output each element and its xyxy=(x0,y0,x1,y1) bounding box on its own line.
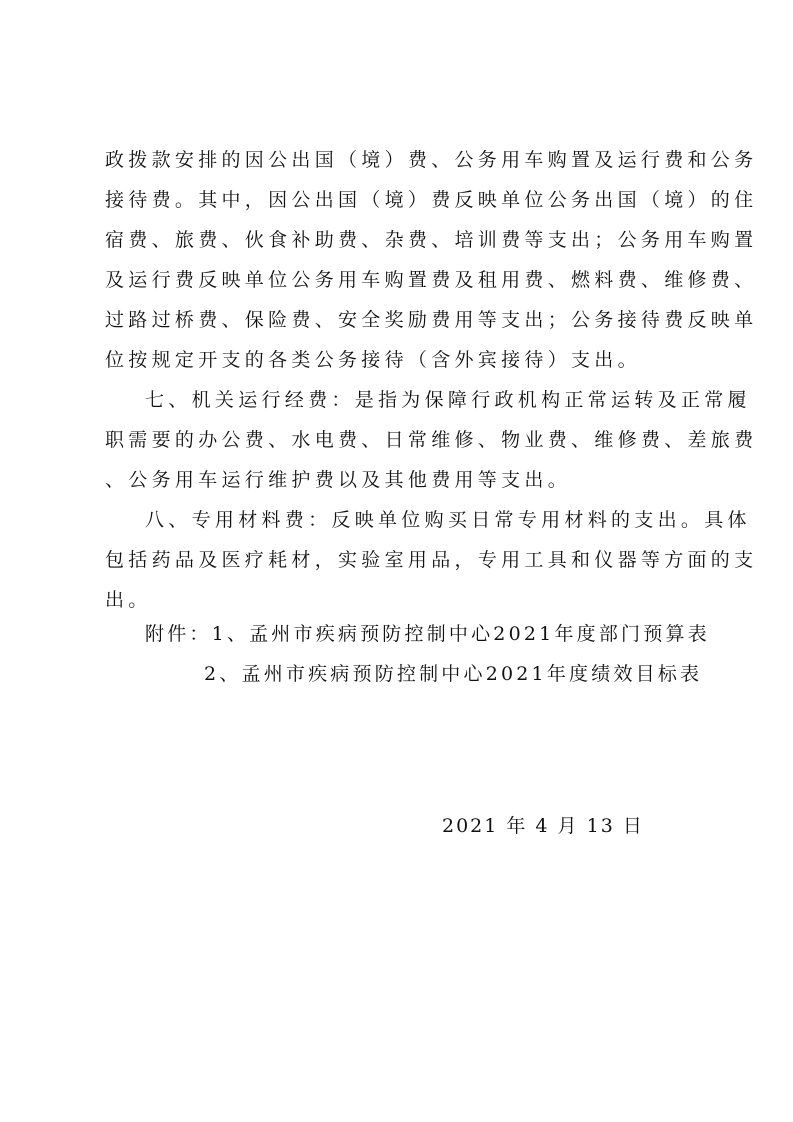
paragraph-line: 、公务用车运行维护费以及其他费用等支出。 xyxy=(105,469,572,491)
attachment-item-1: 附件：1、孟州市疾病预防控制中心2021年度部门预算表 xyxy=(145,623,710,645)
section-eight-line: 八、专用材料费：反映单位购买日常专用材料的支出。具体 xyxy=(145,509,751,531)
section-seven-line: 七、机关运行经费：是指为保障行政机构正常运转及正常履 xyxy=(145,389,751,411)
paragraph-line: 包括药品及医疗耗材，实验室用品，专用工具和仪器等方面的支 xyxy=(105,549,758,571)
paragraph-line: 过路过桥费、保险费、安全奖励费用等支出；公务接待费反映单 xyxy=(105,309,758,331)
paragraph-line: 政拨款安排的因公出国（境）费、公务用车购置及运行费和公务 xyxy=(105,149,758,171)
paragraph-line: 接待费。其中，因公出国（境）费反映单位公务出国（境）的住 xyxy=(105,189,758,211)
paragraph-line: 职需要的办公费、水电费、日常维修、物业费、维修费、差旅费 xyxy=(105,429,758,451)
paragraph-line: 出。 xyxy=(105,589,152,611)
document-date: 2021 年 4 月 13 日 xyxy=(442,815,644,837)
paragraph-line: 位按规定开支的各类公务接待（含外宾接待）支出。 xyxy=(105,349,641,371)
paragraph-line: 宿费、旅费、伙食补助费、杂费、培训费等支出；公务用车购置 xyxy=(105,229,758,251)
paragraph-line: 及运行费反映单位公务用车购置费及租用费、燃料费、维修费、 xyxy=(105,269,758,291)
attachment-item-2: 2、孟州市疾病预防控制中心2021年度绩效目标表 xyxy=(204,663,703,685)
